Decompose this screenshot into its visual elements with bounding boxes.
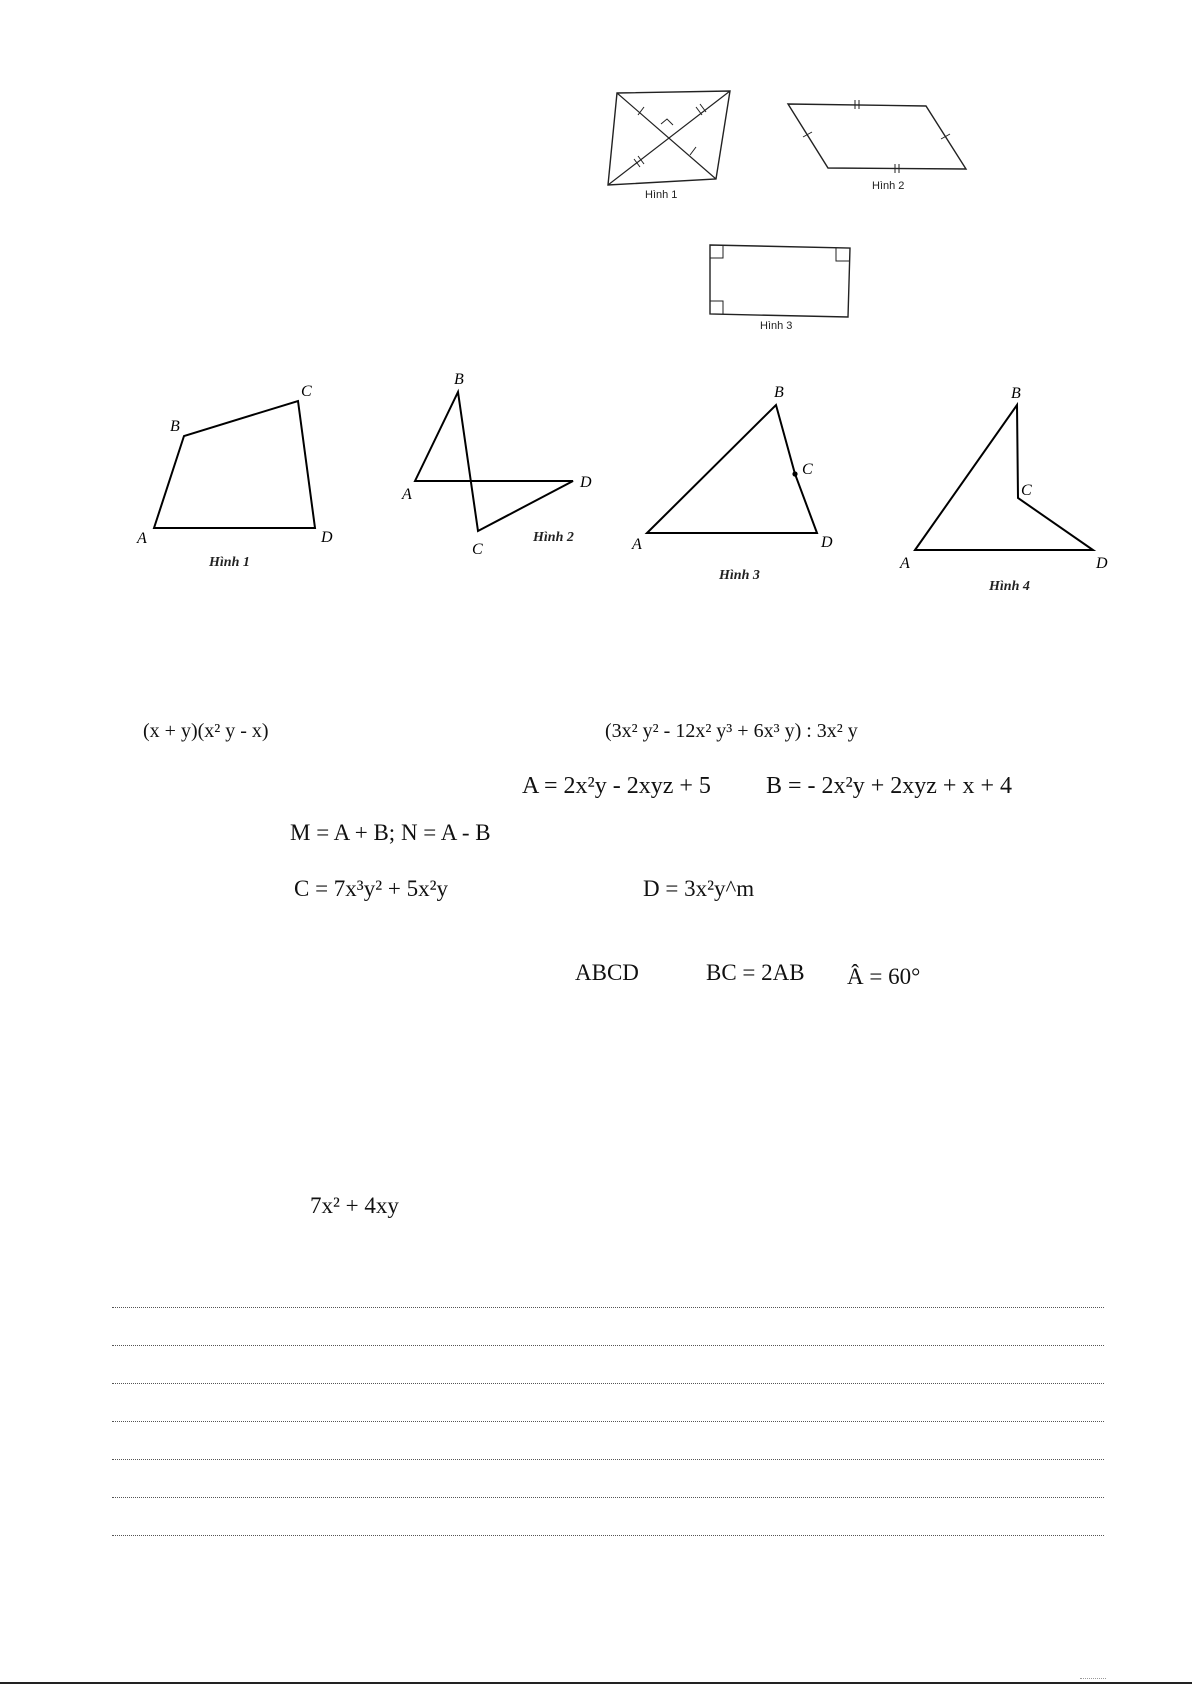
math-expr-last: 7x² + 4xy	[310, 1193, 399, 1218]
quad2-shape	[415, 392, 573, 531]
hinh3-rectangle	[710, 245, 850, 317]
quad1-caption: Hình 1	[209, 555, 250, 570]
quad3-label-a: A	[632, 536, 642, 553]
math-expr-1: (x + y)(x² y - x)	[143, 720, 269, 742]
quad2-caption: Hình 2	[533, 530, 574, 545]
quad1-label-d: D	[321, 529, 333, 546]
hinh1-right-angle-mark	[661, 119, 673, 125]
math-bc-2ab: BC = 2AB	[706, 960, 805, 985]
math-m-n: M = A + B; N = A - B	[290, 820, 491, 845]
quad2-label-c: C	[472, 541, 483, 558]
answer-line	[112, 1345, 1104, 1346]
quad-figure-1	[125, 375, 355, 580]
math-abcd: ABCD	[575, 960, 639, 985]
answer-line	[112, 1535, 1104, 1536]
quad3-caption: Hình 3	[719, 568, 760, 583]
math-poly-c: C = 7x³y² + 5x²y	[294, 876, 448, 901]
answer-line	[112, 1497, 1104, 1498]
quad3-point-c	[792, 471, 797, 476]
quad3-label-d: D	[821, 534, 833, 551]
quad1-label-c: C	[301, 383, 312, 400]
quad-figure-3	[632, 380, 865, 585]
quad4-shape	[915, 405, 1093, 550]
footer-dotted-mark	[1080, 1678, 1106, 1679]
math-poly-b: B = - 2x²y + 2xyz + x + 4	[766, 773, 1012, 799]
quad4-label-b: B	[1011, 385, 1021, 402]
math-poly-d: D = 3x²y^m	[643, 876, 755, 901]
quad4-label-a: A	[900, 555, 910, 572]
quad-figure-4	[895, 380, 1125, 595]
quad2-label-d: D	[580, 474, 592, 491]
hinh3-top-caption: Hình 3	[760, 320, 793, 332]
hinh1-diagonal-bd	[608, 91, 730, 185]
quad1-label-a: A	[137, 530, 147, 547]
quad-figure-2	[395, 365, 605, 565]
hinh2-parallelogram	[788, 104, 966, 169]
answer-line	[112, 1421, 1104, 1422]
answer-line	[112, 1383, 1104, 1384]
answer-line	[112, 1307, 1104, 1308]
footer-rule	[0, 1682, 1192, 1684]
figure-top-hinh2	[780, 96, 980, 196]
hinh2-top-caption: Hình 2	[872, 180, 905, 192]
quad4-label-c: C	[1021, 482, 1032, 499]
quad3-shape	[647, 405, 817, 533]
quad2-label-b: B	[454, 371, 464, 388]
math-expr-2: (3x² y² - 12x² y³ + 6x³ y) : 3x² y	[605, 720, 858, 742]
math-poly-a: A = 2x²y - 2xyz + 5	[522, 773, 711, 799]
math-angle-a: Â = 60°	[847, 964, 921, 989]
quad4-caption: Hình 4	[989, 579, 1030, 594]
quad3-label-c: C	[802, 461, 813, 478]
answer-line	[112, 1459, 1104, 1460]
figure-top-hinh1	[600, 85, 740, 205]
quad4-label-d: D	[1096, 555, 1108, 572]
figure-top-hinh3	[700, 240, 860, 335]
quad3-label-b: B	[774, 384, 784, 401]
quad2-label-a: A	[402, 486, 412, 503]
quad1-label-b: B	[170, 418, 180, 435]
hinh1-top-caption: Hình 1	[645, 189, 678, 201]
